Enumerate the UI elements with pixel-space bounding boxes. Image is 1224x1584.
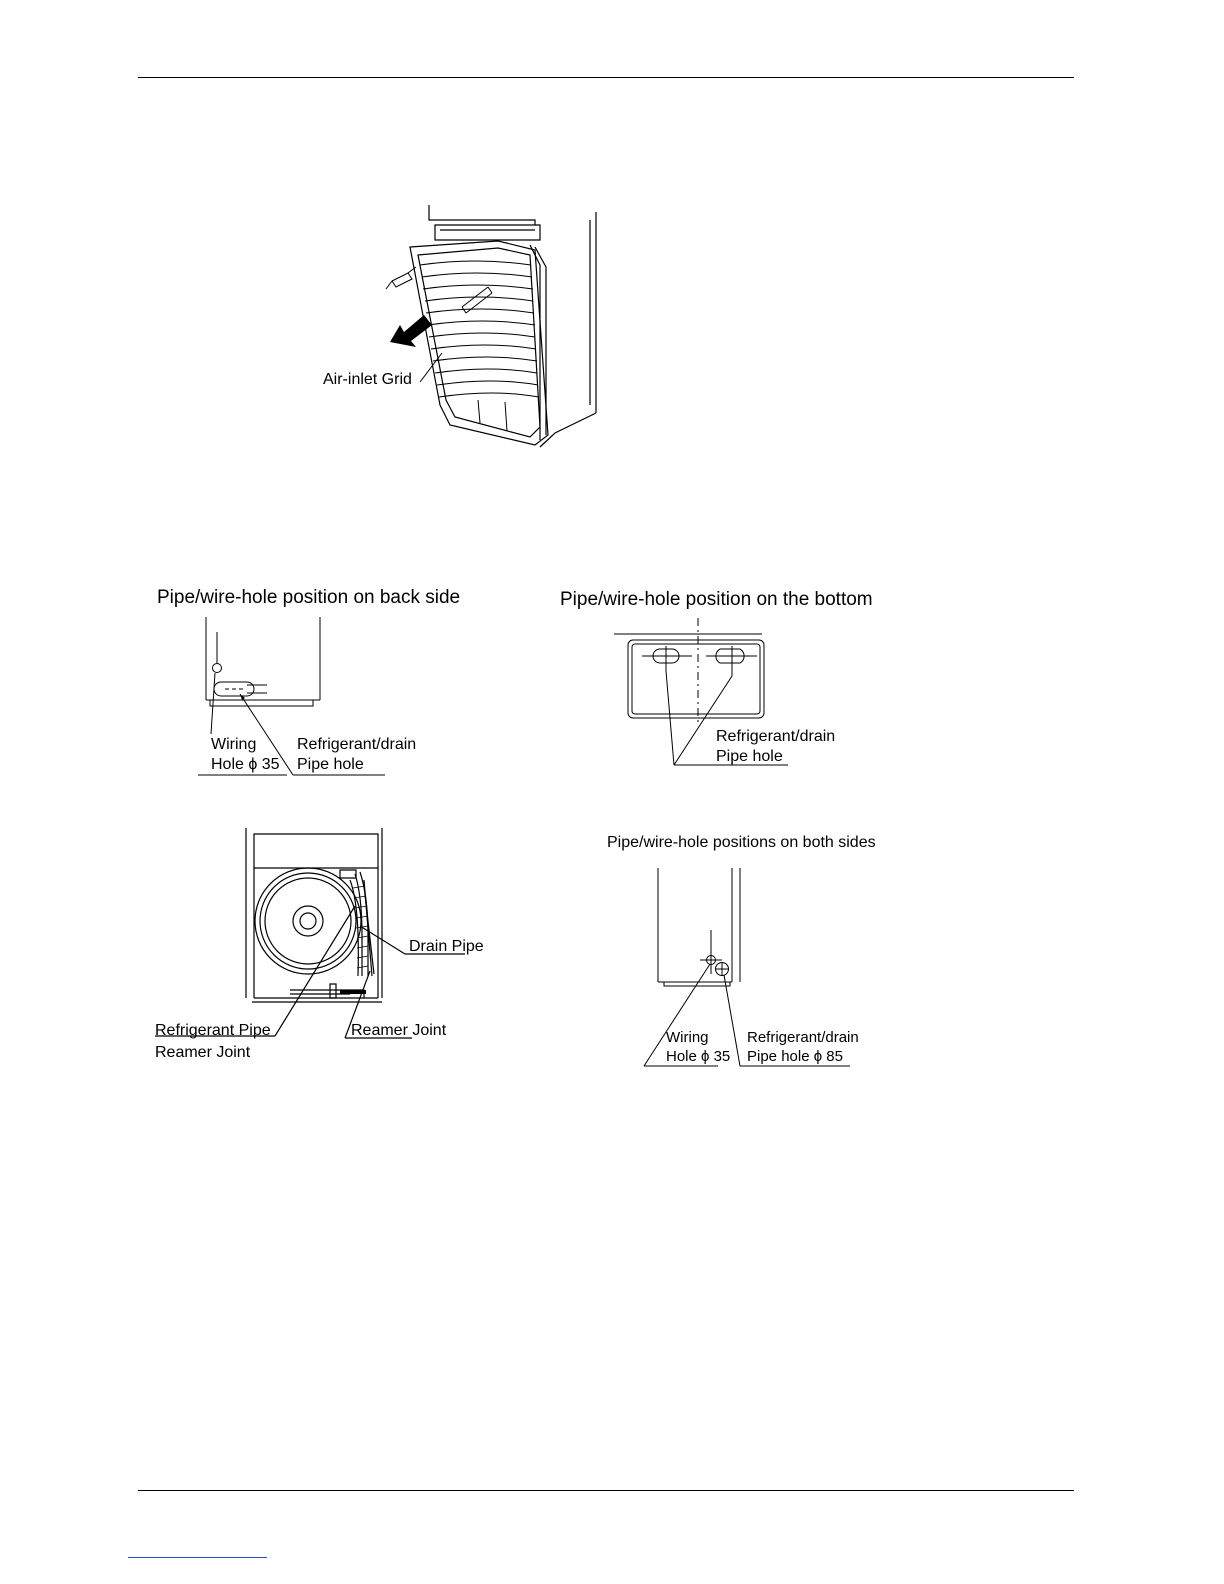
header-rule	[138, 77, 1074, 78]
bottom-title: Pipe/wire-hole position on the bottom	[560, 589, 873, 610]
interior-diagram	[150, 826, 490, 1046]
both-sides-title: Pipe/wire-hole positions on both sides	[607, 834, 876, 851]
bottom-pipe-line2: Pipe hole	[716, 748, 783, 765]
sides-pipe-line2: Pipe hole ϕ 85	[747, 1048, 843, 1065]
refrigerant-pipe-label: Refrigerant Pipe	[155, 1022, 271, 1039]
reamer-joint-left-label: Reamer Joint	[155, 1044, 251, 1061]
back-side-title: Pipe/wire-hole position on back side	[157, 587, 461, 608]
air-inlet-grid-diagram	[380, 195, 610, 450]
reamer-joint-right-label: Reamer Joint	[351, 1022, 447, 1039]
sides-wiring-line2: Hole ϕ 35	[666, 1048, 731, 1065]
drain-pipe-label: Drain Pipe	[409, 938, 484, 955]
bottom-pipe-line1: Refrigerant/drain	[716, 728, 836, 745]
back-pipe-line2: Pipe hole	[297, 756, 364, 773]
footer-link-underline[interactable]	[128, 1557, 267, 1558]
back-pipe-line1: Refrigerant/drain	[297, 736, 417, 753]
sides-wiring-line1: Wiring	[666, 1029, 709, 1046]
back-wiring-line1: Wiring	[211, 736, 257, 753]
footer-rule	[138, 1490, 1074, 1491]
back-wiring-line2: Hole ϕ 35	[211, 756, 280, 773]
sides-pipe-line1: Refrigerant/drain	[747, 1029, 859, 1046]
air-inlet-grid-label: Air-inlet Grid	[323, 371, 412, 388]
